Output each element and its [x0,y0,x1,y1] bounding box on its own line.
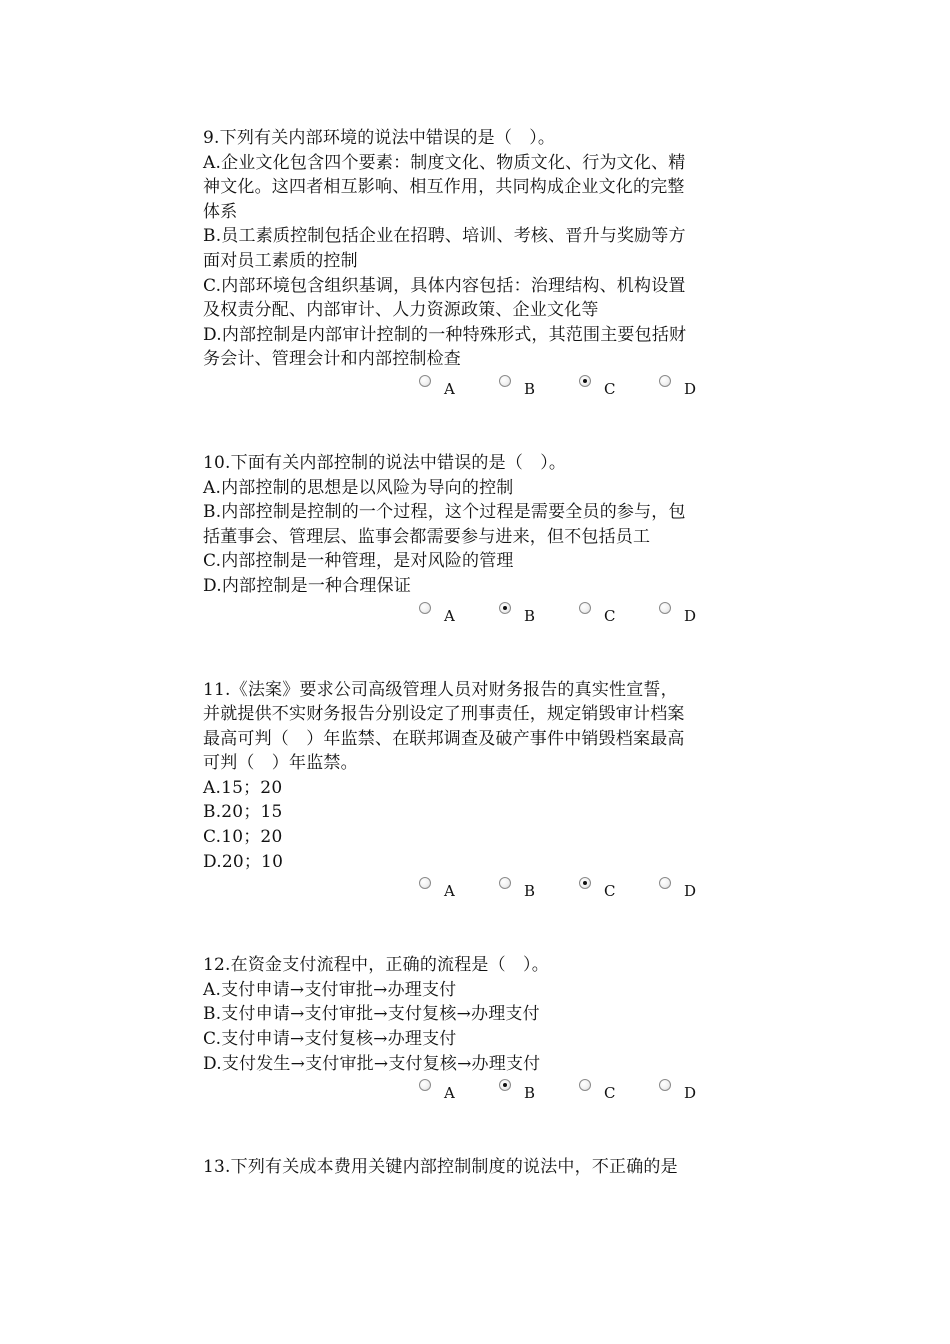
question-block [203,126,748,398]
question-text-line: A.支付申请→支付审批→办理支付 [203,979,457,1000]
answer-option-b[interactable] [499,1078,535,1101]
radio-unchecked-icon[interactable] [419,375,431,387]
question-text-line: A.内部控制的思想是以风险为导向的控制 [203,477,514,498]
question-text-line: B.20；15 [203,802,283,823]
answer-radio-group [203,374,748,398]
question-text-line: 可判（ ）年监禁。 [203,753,358,774]
radio-unchecked-icon[interactable] [659,1079,671,1091]
answer-option-label: C [604,606,616,625]
answer-option-a[interactable] [419,1078,455,1101]
question-stem: 9.下列有关内部环境的说法中错误的是（ ）。 [203,128,556,148]
answer-option-d[interactable] [659,601,696,624]
radio-checked-icon[interactable] [499,602,511,614]
answer-option-label: D [684,882,697,901]
question-text-line: 括董事会、管理层、监事会都需要参与进来，但不包括员工 [203,526,651,547]
radio-unchecked-icon[interactable] [419,877,431,889]
question-text-line: 体系 [203,201,238,222]
question-text-line: A.企业文化包含四个要素：制度文化、物质文化、行为文化、精 [203,152,686,173]
radio-unchecked-icon[interactable] [659,375,671,387]
answer-option-label: B [524,1084,536,1103]
radio-unchecked-icon[interactable] [659,877,671,889]
answer-option-a[interactable] [419,601,455,624]
answer-option-label: A [444,606,455,625]
question-text-line: 并就提供不实财务报告分别设定了刑事责任，规定销毁审计档案 [203,704,685,725]
radio-checked-icon[interactable] [499,1079,511,1091]
answer-radio-group [203,601,748,625]
radio-unchecked-icon[interactable] [419,1079,431,1091]
answer-option-label: D [684,606,697,625]
answer-radio-group [203,876,748,900]
radio-unchecked-icon[interactable] [499,375,511,387]
question-block [203,678,748,901]
answer-option-b[interactable] [499,601,535,624]
answer-option-label: A [444,882,455,901]
question-text-line: C.内部环境包含组织基调，具体内容包括：治理结构、机构设置 [203,275,686,296]
question-text-line: D.内部控制是一种合理保证 [203,575,412,596]
answer-option-d[interactable] [659,1078,696,1101]
question-text-line: D.支付发生→支付审批→支付复核→办理支付 [203,1053,541,1074]
answer-option-label: B [524,379,536,398]
radio-unchecked-icon[interactable] [579,602,591,614]
question-block [203,451,748,625]
answer-option-c[interactable] [579,1078,615,1101]
question-text-line: D.内部控制是内部审计控制的一种特殊形式，其范围主要包括财 [203,324,687,345]
question-spacer [203,900,748,953]
question-spacer [203,1102,748,1155]
answer-option-label: B [524,882,536,901]
question-text-line: B.内部控制是控制的一个过程，这个过程是需要全员的参与，包 [203,502,686,523]
question-text-line: 最高可判（ ）年监禁、在联邦调查及破产事件中销毁档案最高 [203,728,685,749]
question-text-line: 面对员工素质的控制 [203,250,358,271]
question-text-line: C.10；20 [203,827,283,848]
answer-option-label: A [444,379,455,398]
answer-option-label: A [444,1084,455,1103]
question-spacer [203,398,748,451]
question-text-line: 务会计、管理会计和内部控制检查 [203,349,461,370]
question-stem: 13.下列有关成本费用关键内部控制制度的说法中，不正确的是 [203,1157,678,1178]
question-text-line: 神文化。这四者相互影响、相互作用，共同构成企业文化的完整 [203,177,685,198]
answer-option-label: B [524,606,536,625]
answer-option-b[interactable] [499,374,535,397]
answer-option-c[interactable] [579,374,615,397]
answer-option-d[interactable] [659,876,696,899]
question-text-line: B.员工素质控制包括企业在招聘、培训、考核、晋升与奖励等方 [203,226,686,247]
radio-unchecked-icon[interactable] [419,602,431,614]
question-text-line: 及权责分配、内部审计、人力资源政策、企业文化等 [203,300,599,321]
question-spacer [203,625,748,678]
question-text-line: B.支付申请→支付审批→支付复核→办理支付 [203,1004,540,1025]
answer-option-label: D [684,1084,697,1103]
question-text-line: C.支付申请→支付复核→办理支付 [203,1029,457,1050]
radio-unchecked-icon[interactable] [579,1079,591,1091]
answer-option-label: C [604,882,616,901]
question-block [203,953,748,1102]
answer-option-c[interactable] [579,876,615,899]
question-block [203,1155,748,1180]
answer-option-a[interactable] [419,374,455,397]
answer-radio-group [203,1078,748,1102]
radio-checked-icon[interactable] [579,375,591,387]
question-text-line: C.内部控制是一种管理，是对风险的管理 [203,551,514,572]
question-text-line: A.15；20 [203,777,283,798]
quiz-content [203,126,748,1180]
answer-option-label: C [604,1084,616,1103]
answer-option-c[interactable] [579,601,615,624]
question-stem: 11.《法案》要求公司高级管理人员对财务报告的真实性宣誓， [203,679,678,700]
answer-option-d[interactable] [659,374,696,397]
question-stem: 10.下面有关内部控制的说法中错误的是（ ）。 [203,452,567,473]
question-text-line: D.20；10 [203,851,284,872]
radio-checked-icon[interactable] [579,877,591,889]
question-stem: 12.在资金支付流程中，正确的流程是（ ）。 [203,955,549,976]
radio-unchecked-icon[interactable] [499,877,511,889]
answer-option-a[interactable] [419,876,455,899]
radio-unchecked-icon[interactable] [659,602,671,614]
answer-option-label: C [604,379,616,398]
answer-option-label: D [684,379,697,398]
answer-option-b[interactable] [499,876,535,899]
